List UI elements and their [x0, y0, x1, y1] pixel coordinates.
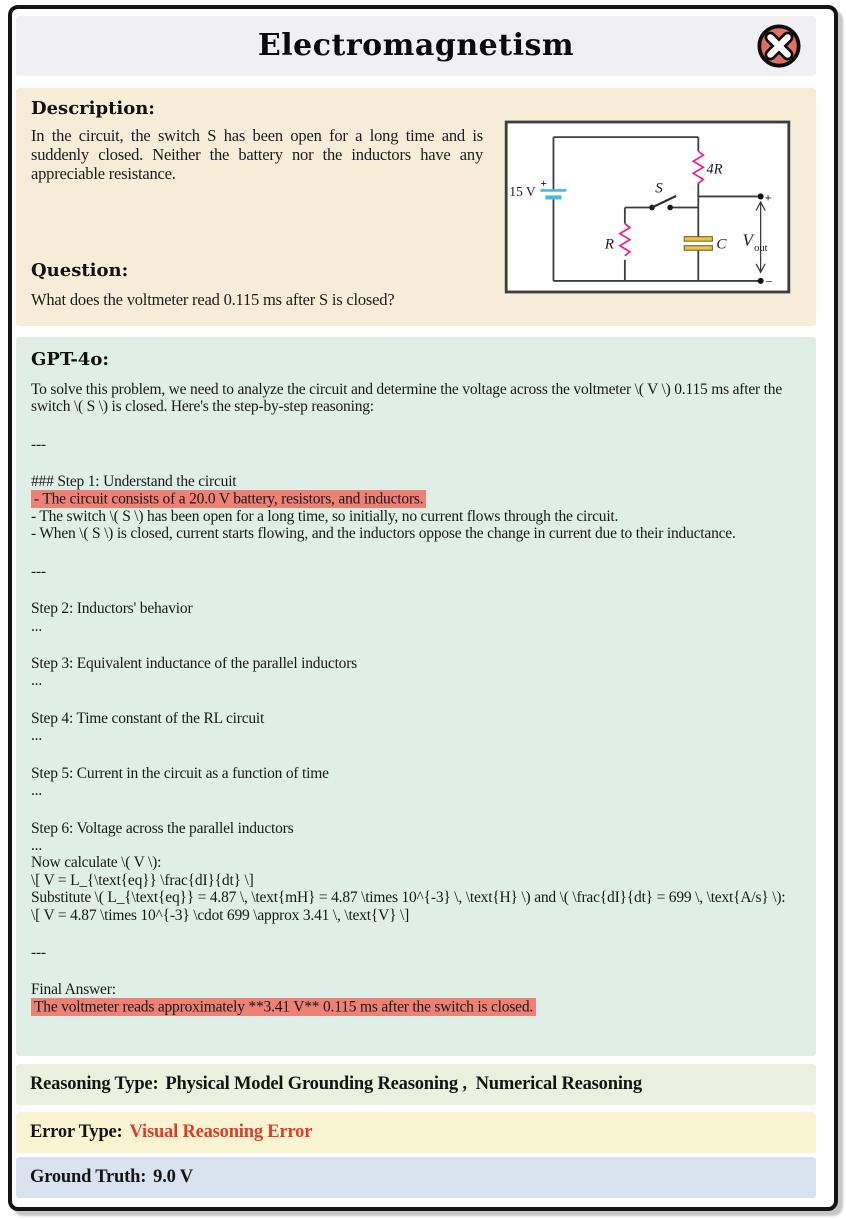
response-line: - When \( S \) is closed, current starts flowing, and the inductors oppose the change in current due to their inductance. [31, 525, 736, 543]
question-label: Question: [31, 260, 129, 281]
response-lines [31, 381, 803, 1016]
response-line: ... [31, 727, 43, 745]
blank-line [31, 416, 803, 436]
resistor-r-label: R [604, 236, 614, 253]
response-line: ### Step 1: Understand the circuit [31, 473, 237, 491]
resistor-4r-label: 4R [706, 161, 723, 178]
response-line: ... [31, 617, 43, 635]
switch-label: S [655, 180, 663, 197]
terminal-plus-label: + [764, 190, 772, 205]
example-card [8, 5, 838, 1211]
error-type-value: Visual Reasoning Error [129, 1122, 313, 1142]
description-text: In the circuit, the switch S has been open for a long time and is suddenly closed. Neither the battery nor the inductors have any appreciable resistance. [31, 126, 483, 183]
blank-line [31, 924, 803, 944]
ground-truth-value: 9.0 V [153, 1167, 193, 1187]
ground-truth-label: Ground Truth: [30, 1167, 147, 1187]
response-line: --- [31, 943, 46, 961]
response-line: Substitute \( L_{\text{eq}} = 4.87 \, \text{mH} = 4.87 \times 10^{-3} \, \text{H} \) and \( \frac{dI}{dt} = 699 \, \text{A/s} \): [31, 889, 786, 907]
response-line: Step 6: Voltage across the parallel inductors [31, 819, 294, 837]
response-line [31, 999, 803, 1016]
reasoning-type-row [16, 1064, 816, 1105]
blank-line [31, 745, 803, 765]
response-line: Step 3: Equivalent inductance of the parallel inductors [31, 655, 358, 673]
page-title: Electromagnetism [257, 28, 575, 63]
close-button[interactable] [756, 23, 802, 69]
response-line: Step 5: Current in the circuit as a function of time [31, 764, 329, 782]
capacitor-label: C [716, 236, 727, 253]
response-line: ... [31, 782, 43, 800]
response-line: ... [31, 836, 43, 854]
response-line: --- [31, 435, 46, 453]
ground-truth-row [16, 1157, 816, 1198]
circuit-diagram [504, 120, 791, 294]
header-bar [16, 16, 816, 76]
error-type-label: Error Type: [30, 1122, 123, 1142]
blank-line [31, 543, 803, 563]
blank-line [31, 580, 803, 600]
response-line: ... [31, 672, 43, 690]
close-icon [756, 23, 802, 69]
highlighted-text: The voltmeter reads approximately **3.41 V** 0.115 ms after the switch is closed. [31, 998, 536, 1016]
model-label: GPT-4o: [31, 349, 109, 370]
highlighted-text: - The circuit consists of a 20.0 V battery, resistors, and inductors. [31, 490, 426, 508]
vout-label: V [742, 230, 753, 250]
terminal-minus-label: − [765, 273, 774, 289]
battery-plus-sign: + [540, 176, 547, 190]
problem-section [16, 88, 816, 326]
response-line: \[ V = L_{\text{eq}} \frac{dI}{dt} \] [31, 871, 254, 889]
response-line [31, 491, 803, 508]
blank-line [31, 690, 803, 710]
response-line: Step 4: Time constant of the RL circuit [31, 709, 265, 727]
blank-line [31, 453, 803, 473]
response-line: \[ V = 4.87 \times 10^{-3} \cdot 699 \approx 3.41 \, \text{V} \] [31, 906, 410, 924]
vout-sub-label: out [754, 242, 768, 254]
response-line: --- [31, 562, 46, 580]
question-text: What does the voltmeter read 0.115 ms after S is closed? [31, 290, 395, 309]
reasoning-type-value: Physical Model Grounding Reasoning , Numerical Reasoning [165, 1074, 642, 1094]
response-line: Step 2: Inductors' behavior [31, 600, 193, 618]
response-section [16, 337, 816, 1056]
response-line: Now calculate \( V \): [31, 854, 162, 872]
response-line: - The switch \( S \) has been open for a long time, so initially, no current flows through the circuit. [31, 508, 619, 526]
blank-line [31, 635, 803, 655]
description-label: Description: [31, 98, 155, 119]
battery-voltage-label: 15 V [509, 183, 536, 199]
blank-line [31, 800, 803, 820]
error-type-row [16, 1112, 816, 1153]
response-line: To solve this problem, we need to analyze the circuit and determine the voltage across the voltmeter \( V \) 0.115 ms after the switch \( S \) is closed. Here's the step-by-step reasoning: [31, 381, 783, 416]
response-line: Final Answer: [31, 981, 116, 999]
reasoning-type-label: Reasoning Type: [30, 1074, 159, 1094]
blank-line [31, 961, 803, 981]
